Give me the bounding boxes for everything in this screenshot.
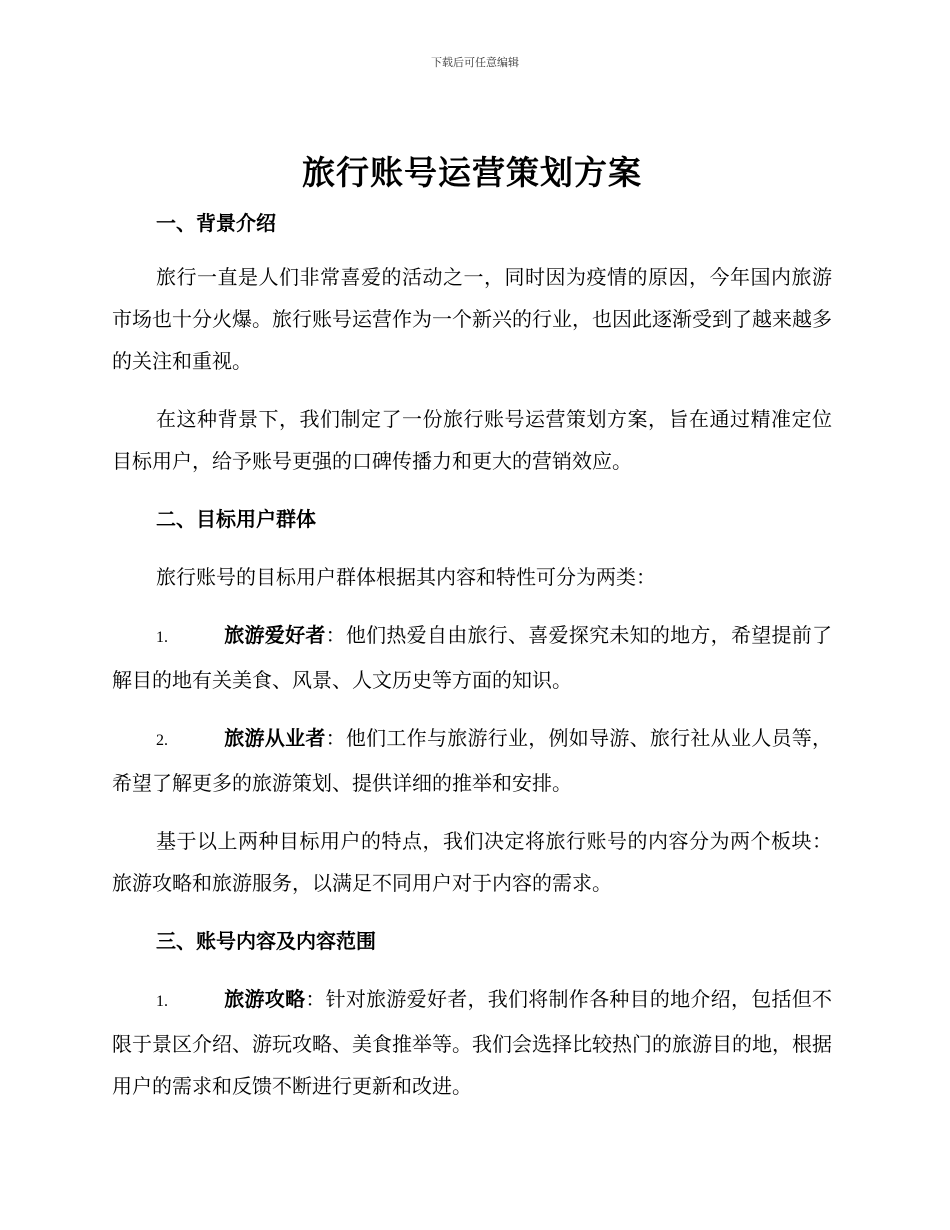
list-number: 2. (156, 732, 168, 749)
section-heading: 三、账号内容及内容范围 (156, 929, 376, 953)
paragraph: 基于以上两种目标用户的特点，我们决定将旅行账号的内容分为两个板块：旅游攻略和旅游服务，以满足不同用户对于内容的需求。 (112, 829, 832, 895)
header-note: 下载后可任意编辑 (431, 56, 519, 69)
list-number: 1. (156, 993, 168, 1010)
list-term: 旅游爱好者 (224, 623, 326, 647)
paragraph: 旅行账号的目标用户群体根据其内容和特性可分为两类： (156, 565, 656, 589)
section-target-users (112, 498, 832, 904)
paragraph: 在这种背景下，我们制定了一份旅行账号运营策划方案，旨在通过精准定位目标用户，给予账号更强的口碑传播力和更大的营销效应。 (112, 407, 832, 473)
document-title: 旅行账号运营策划方案 (302, 153, 642, 192)
section-heading: 一、背景介绍 (156, 211, 276, 235)
list-item (112, 614, 832, 701)
section-heading: 二、目标用户群体 (156, 507, 316, 531)
section-background (112, 202, 832, 482)
list-item (112, 978, 832, 1107)
list-term: 旅游从业者 (224, 726, 326, 750)
list-text: ：针对旅游爱好者，我们将制作各种目的地介绍，包括但不限于景区介绍、游玩攻略、美食推举等。我们会选择比较热门的旅游目的地，根据用户的需求和反馈不断进行更新和改进。 (112, 987, 833, 1098)
paragraph: 旅行一直是人们非常喜爱的活动之一，同时因为疫情的原因，今年国内旅游市场也十分火爆。旅行账号运营作为一个新兴的行业，也因此逐渐受到了越来越多的关注和重视。 (112, 265, 832, 373)
list-item (112, 717, 832, 804)
list-number: 1. (156, 629, 168, 646)
section-content-scope (112, 920, 832, 1107)
list-text: ：他们工作与旅游行业，例如导游、旅行社从业人员等，希望了解更多的旅游策划、提供详细的推举和安排。 (112, 726, 833, 795)
document-body (112, 146, 832, 1107)
list-text: ：他们热爱自由旅行、喜爱探究未知的地方，希望提前了解目的地有关美食、风景、人文历史等方面的知识。 (112, 623, 833, 692)
list-term: 旅游攻略 (224, 987, 306, 1011)
